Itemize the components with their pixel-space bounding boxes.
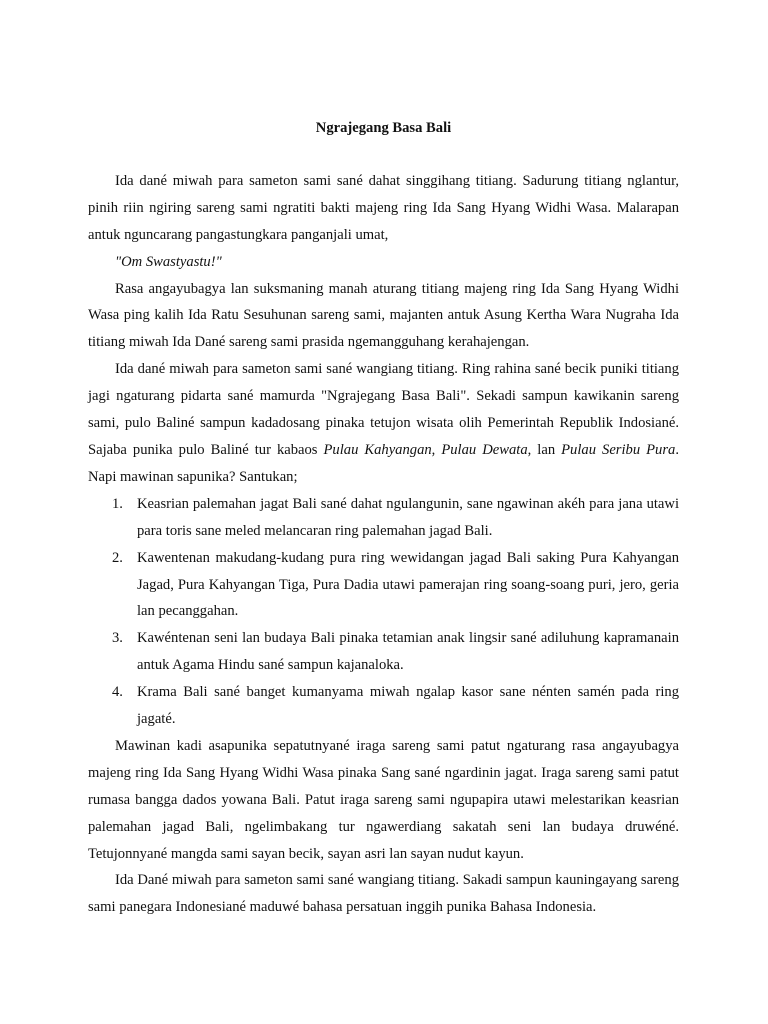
paragraph-conclusion: Mawinan kadi asapunika sepatutnyané iraga sareng sami patut ngaturang rasa angayubagya majeng ring Ida Sang Hyang Widhi Wasa pinaka Sang sané ngardinin jagat. Iraga sareng sami patut rumasa bangga dados yowana Bali. Patut iraga sareng sami ngupapira utawi melestarikan keasrian palemahan jagad Bali, ngelimbakang tur ngawerdiang sakatah seni lan budaya druwéné. Tetujonnyané mangda sami sayan becik, sayan asri lan sayan nudut kayun. [88,737,679,862]
term-pulau-kahyangan: Pulau Kahyangan [323,441,432,458]
list-item-number: 3. [112,630,123,647]
term-pulau-seribu-pura: Pulau Seribu Pura [561,441,676,458]
greeting-line: "Om Swastyastu!" [115,253,222,270]
list-item [88,625,679,679]
list-item-text: Krama Bali sané banget kumanyama miwah ngalap kasor sane nénten samén pada ring jagaté. [137,684,679,728]
list-item-number: 4. [112,684,123,701]
paragraph-language: Ida Dané miwah para sameton sami sané wangiang titiang. Sakadi sampun kauningayang sareng sami panegara Indonesiané maduwé bahasa persatuan inggih punika Bahasa Indonesia. [88,872,679,916]
term-pulau-dewata: Pulau Dewata [441,441,528,458]
list-item-number: 1. [112,495,123,512]
paragraph-topic-text: Ida dané miwah para sameton sami sané wangiang titiang. Ring rahina sané becik puniki titiang jagi ngaturang pidarta sané mamurda "Ngrajegang Basa Bali". Sekadi sampun kawikanin sareng sami, pulo Baliné sampun kadadosang pinaka tetujon wisata olih Pemerintah Republik Indosiané. Sajaba punika pulo Baliné tur kabaos [88,361,679,458]
separator: , lan [527,441,562,458]
document-title: Ngrajegang Basa Bali [315,120,452,136]
separator: , [431,441,442,458]
paragraph-gratitude: Rasa angayubagya lan suksmaning manah aturang titiang majeng ring Ida Sang Hyang Widhi Wasa ping kalih Ida Ratu Sesuhunan sareng sami, majanten antuk Asung Kertha Wara Nugraha Ida titiang miwah Ida Dané sareng sami prasida ngemangguhang kerahajengan. [88,280,679,351]
document-body [88,115,679,921]
reasons-list [88,491,679,733]
list-item [88,679,679,733]
list-item-number: 2. [112,549,123,566]
list-item [88,545,679,626]
list-item [88,491,679,545]
list-item-text: Keasrian palemahan jagat Bali sané dahat ngulangunin, sane ngawinan akéh para jana utawi para toris sane meled melancaran ring palemahan jagad Bali. [137,495,679,539]
paragraph-topic-end: . Napi mawinan sapunika? Santukan; [88,441,679,485]
list-item-text: Kawéntenan seni lan budaya Bali pinaka tetamian anak lingsir sané adiluhung kapramanain antuk Agama Hindu sané sampun kajanaloka. [137,630,679,674]
list-item-text: Kawentenan makudang-kudang pura ring wewidangan jagad Bali saking Pura Kahyangan Jagad, Pura Kahyangan Tiga, Pura Dadia utawi pamerajan ring soang-soang puri, jero, geria lan pecanggahan. [137,549,679,620]
paragraph-topic [88,356,679,491]
paragraph-opening: Ida dané miwah para sameton sami sané dahat singgihang titiang. Sadurung titiang nglantur, pinih riin ngiring sareng sami ngratiti bakti majeng ring Ida Sang Hyang Widhi Wasa. Malarapan antuk nguncarang pangastungkara panganjali umat, [88,172,679,243]
